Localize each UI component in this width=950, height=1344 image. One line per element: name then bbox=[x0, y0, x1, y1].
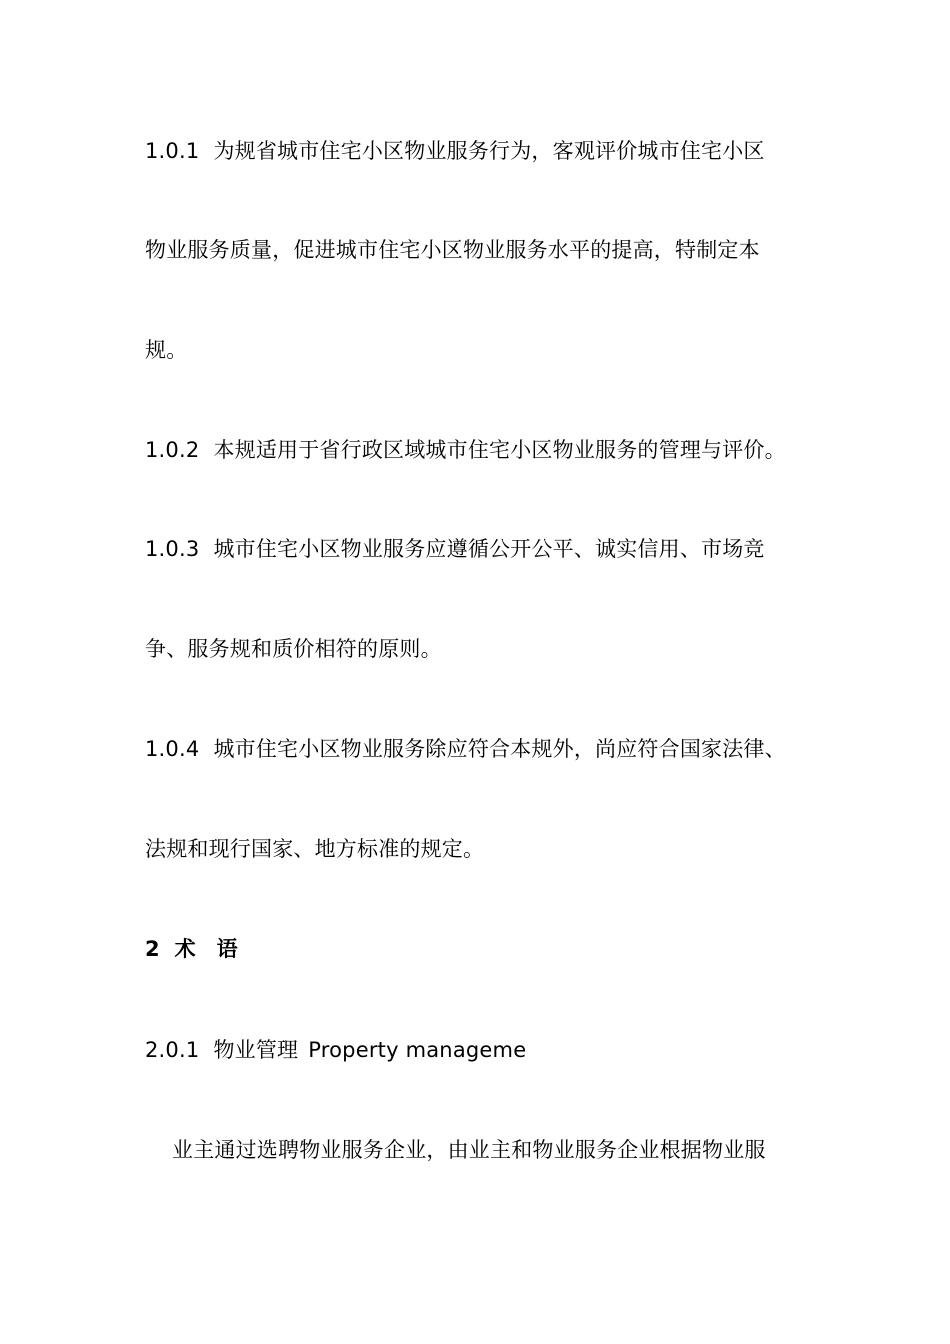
clause-text: 城市住宅小区物业服务应遵循公开公平、诚实信用、市场竞 bbox=[213, 537, 765, 561]
chapter-2-heading bbox=[145, 935, 239, 963]
term-chinese: 物业管理 bbox=[213, 1038, 299, 1062]
clause-1-0-1-line-3: 规。 bbox=[145, 338, 188, 362]
term-2-0-1-heading bbox=[145, 1036, 526, 1064]
clause-1-0-1-line-2: 物业服务质量，促进城市住宅小区物业服务水平的提高，特制定本 bbox=[145, 238, 760, 262]
term-number: 2.0.1 bbox=[145, 1038, 200, 1062]
clause-number: 1.0.1 bbox=[145, 139, 200, 163]
clause-number: 1.0.2 bbox=[145, 438, 200, 462]
term-english: Property manageme bbox=[308, 1038, 527, 1062]
clause-1-0-4-line-2: 法规和现行国家、地方标准的规定。 bbox=[145, 837, 485, 861]
clause-1-0-3-line-1 bbox=[145, 535, 765, 563]
term-2-0-1-definition-line: 业主通过选聘物业服务企业，由业主和物业服务企业根据物业服 bbox=[172, 1138, 766, 1162]
clause-1-0-2-line-1 bbox=[145, 436, 786, 464]
clause-1-0-3-line-2: 争、服务规和质价相符的原则。 bbox=[145, 637, 442, 661]
clause-1-0-1-line-1 bbox=[145, 137, 765, 165]
clause-number: 1.0.4 bbox=[145, 737, 200, 761]
clause-text: 为规省城市住宅小区物业服务行为，客观评价城市住宅小区 bbox=[213, 139, 765, 163]
clause-text: 城市住宅小区物业服务除应符合本规外，尚应符合国家法律、 bbox=[213, 737, 786, 761]
chapter-title-char-2: 语 bbox=[216, 937, 239, 961]
clause-1-0-4-line-1 bbox=[145, 735, 786, 763]
clause-text: 本规适用于省行政区域城市住宅小区物业服务的管理与评价。 bbox=[213, 438, 786, 462]
chapter-number: 2 bbox=[145, 937, 161, 961]
clause-number: 1.0.3 bbox=[145, 537, 200, 561]
chapter-title-char-1: 术 bbox=[174, 937, 197, 961]
